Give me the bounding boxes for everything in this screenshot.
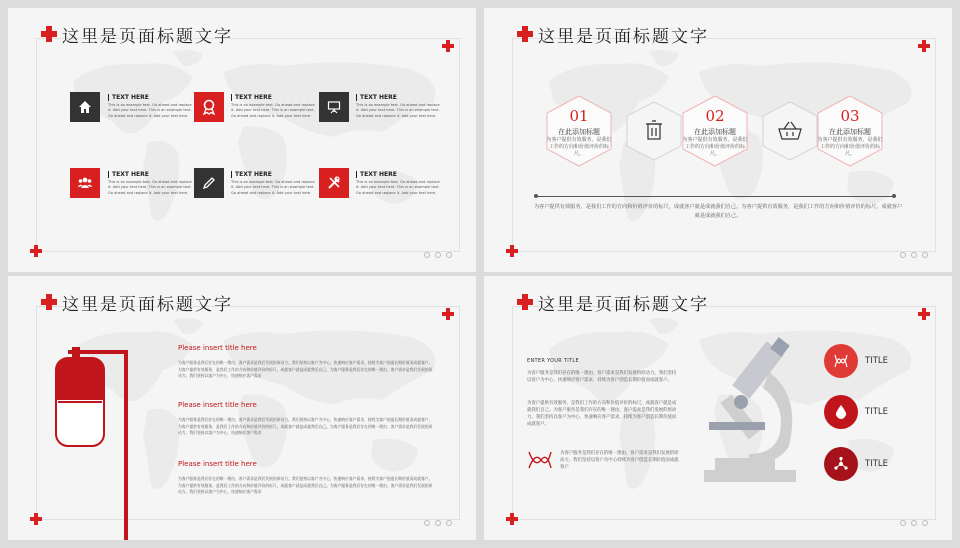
red-cross-icon: [442, 40, 454, 52]
step-hexagon: [678, 94, 752, 168]
pagination-dots: [900, 252, 928, 258]
home-icon: [78, 100, 92, 114]
red-cross-icon: [517, 294, 533, 310]
step-title: 在此添加标题: [694, 128, 736, 136]
section-title: Please insert title here: [178, 401, 257, 409]
iv-bag-icon: [48, 342, 138, 540]
red-cross-icon: [41, 294, 57, 310]
group-icon-tile: [70, 168, 100, 198]
slide-3[interactable]: [8, 276, 476, 540]
pencil-icon-tile: [194, 168, 224, 198]
dna-icon: [833, 353, 849, 369]
body-paragraph: 为客户服务是我们存在的唯一理由，客户需求是我们发展的原动力。我们坚持以客户为中心，快速响应客户需求，持续为客户创造长期价值而成就客户。: [527, 371, 677, 383]
feature-item: [231, 94, 317, 119]
feature-item: [356, 94, 442, 119]
slide-2[interactable]: [484, 8, 952, 272]
timeline-line: [534, 196, 894, 197]
feature-body: This is an example text. Go ahead and replace it. Add your text here. This is an example text. Go ahead and replace it. Add your text here.: [356, 103, 440, 118]
presentation-icon-tile: [319, 92, 349, 122]
section-label: ENTER YOUR TITLE: [527, 358, 579, 364]
section-body: 为客户服务是我们存在的唯一理由，客户需求是我们发展的原动力。我们坚持以客户为中心，快速响应客户需求，持续为客户创造长期价值而成就客户。为客户提供有效服务，是我们工作的方向和价值评价的标尺，成就客户就是成就我们自己。为客户服务是我们存在的唯一理由，客户需求是我们发展的原动力。我们坚持以客户为中心，快速响应客户需求: [178, 476, 433, 495]
red-cross-icon: [30, 245, 42, 257]
page-title: 这里是页面标题文字: [538, 27, 709, 47]
timeline-dot: [892, 194, 896, 198]
step-body: 为客户提供有效服务，是我们工作的方向和价值评价的标尺。: [546, 137, 612, 157]
red-cross-icon: [41, 26, 57, 42]
basket-connector: [759, 100, 821, 162]
microscope-icon: [699, 336, 804, 484]
step-title: 在此添加标题: [558, 128, 600, 136]
page-title: 这里是页面标题文字: [538, 295, 709, 315]
item-circle: [824, 447, 858, 481]
red-cross-icon: [918, 308, 930, 320]
group-icon: [77, 176, 93, 190]
slide-4[interactable]: [484, 276, 952, 540]
section-body: 为客户服务是我们存在的唯一理由，客户需求是我们发展的原动力。我们坚持以客户为中心，快速响应客户需求，持续为客户创造长期价值而成就客户。为客户提供有效服务，是我们工作的方向和价值评价的标尺，成就客户就是成就我们自己。为客户服务是我们存在的唯一理由，客户需求是我们发展的原动力。我们坚持以客户为中心，快速响应客户需求: [178, 360, 433, 379]
step-number: 02: [705, 107, 725, 125]
pencil-icon: [202, 176, 216, 190]
slide-1[interactable]: [8, 8, 476, 272]
red-cross-icon: [442, 308, 454, 320]
item-title: TITLE: [865, 459, 888, 469]
step-body: 为客户提供有效服务，是我们工作的方向和价值评价的标尺。: [817, 137, 883, 157]
feature-body: This is an example text. Go ahead and replace it. Add your text here. This is an example text. Go ahead and replace it. Add your text here.: [356, 180, 440, 195]
summary-paragraph: 为客户提供有效服务，是我们工作的方向和价值评价的标尺，成就客户就是成就我们自己。为客户提供有效服务，是我们工作的方向和价值评价的标尺，成就客户就是成就我们自己。: [533, 204, 903, 219]
feature-item: [231, 171, 317, 196]
feature-body: This is an example text. Go ahead and replace it. Add your text here. This is an example text. Go ahead and replace it. Add your text here.: [108, 103, 192, 118]
home-icon-tile: [70, 92, 100, 122]
page-title: 这里是页面标题文字: [62, 295, 233, 315]
step-hexagon: [542, 94, 616, 168]
dna-icon: [527, 450, 553, 470]
award-icon-tile: [194, 92, 224, 122]
molecule-icon: [833, 456, 849, 472]
page-title: 这里是页面标题文字: [62, 27, 233, 47]
feature-item: [108, 94, 194, 119]
slide-frame: [36, 38, 460, 252]
pagination-dots: [900, 520, 928, 526]
feature-heading: TEXT HERE: [231, 171, 317, 178]
feature-item: [108, 171, 194, 196]
item-circle: [824, 344, 858, 378]
step-hexagon: [813, 94, 887, 168]
item-title: TITLE: [865, 407, 888, 417]
red-cross-icon: [517, 26, 533, 42]
feature-heading: TEXT HERE: [231, 94, 317, 101]
step-body: 为客户提供有效服务，是我们工作的方向和价值评价的标尺。: [682, 137, 748, 157]
trash-connector: [623, 100, 685, 162]
red-cross-icon: [506, 245, 518, 257]
pagination-dots: [424, 252, 452, 258]
feature-body: This is an example text. Go ahead and replace it. Add your text here. This is an example text. Go ahead and replace it. Add your text here.: [231, 180, 315, 195]
tools-icon-tile: [319, 168, 349, 198]
feature-item: [356, 171, 442, 196]
body-paragraph: 为客户服务是我们存在的唯一理由，客户需求是我们发展的原动力。我们坚持以客户为中心持续为客户创造长期价值而成就客户: [560, 451, 679, 470]
drop-icon: [834, 404, 848, 420]
section-title: Please insert title here: [178, 344, 257, 352]
section-body: 为客户服务是我们存在的唯一理由，客户需求是我们发展的原动力。我们坚持以客户为中心，快速响应客户需求，持续为客户创造长期价值而成就客户。为客户提供有效服务，是我们工作的方向和价值评价的标尺，成就客户就是成就我们自己。为客户服务是我们存在的唯一理由，客户需求是我们发展的原动力。我们坚持以客户为中心，快速响应客户需求: [178, 417, 433, 436]
step-number: 03: [840, 107, 860, 125]
feature-heading: TEXT HERE: [108, 94, 194, 101]
item-title: TITLE: [865, 356, 888, 366]
step-title: 在此添加标题: [829, 128, 871, 136]
step-number: 01: [569, 107, 589, 125]
red-cross-icon: [30, 513, 42, 525]
presentation-icon: [327, 100, 341, 114]
feature-body: This is an example text. Go ahead and replace it. Add your text here. This is an example text. Go ahead and replace it. Add your text here.: [108, 180, 192, 195]
tools-icon: [326, 175, 342, 191]
red-cross-icon: [918, 40, 930, 52]
feature-heading: TEXT HERE: [108, 171, 194, 178]
award-icon: [201, 99, 217, 115]
section-title: Please insert title here: [178, 460, 257, 468]
body-paragraph: 为客户提供有效服务，是我们工作的方向和价值评价的标尺，成就客户就是成就我们自己。为客户服务是我们存在的唯一理由，客户需求是我们发展的原动力。我们坚持以客户为中心，快速响应客户需求，持续为客户创造长期价值而成就客户。: [527, 401, 677, 427]
red-cross-icon: [506, 513, 518, 525]
feature-heading: TEXT HERE: [356, 94, 442, 101]
pagination-dots: [424, 520, 452, 526]
feature-heading: TEXT HERE: [356, 171, 442, 178]
item-circle: [824, 395, 858, 429]
feature-body: This is an example text. Go ahead and replace it. Add your text here. This is an example text. Go ahead and replace it. Add your text here.: [231, 103, 315, 118]
